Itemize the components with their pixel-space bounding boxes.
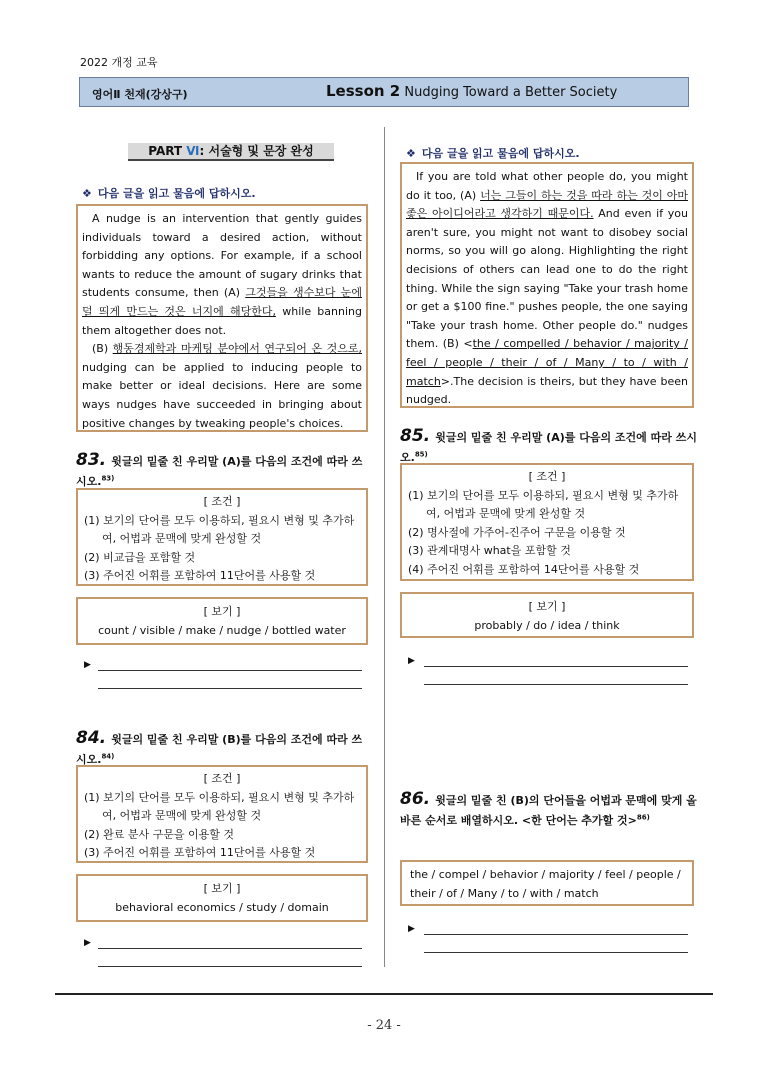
bogi-title: [ 보기 ] <box>528 600 566 613</box>
question-86 <box>400 790 698 829</box>
underlined-B: the / compelled / behavior / majority / feel / people / their / of / Many / to / with / match <box>406 337 688 388</box>
answer-line[interactable] <box>424 684 688 685</box>
question-text <box>76 733 362 766</box>
answer-line[interactable] <box>424 934 688 935</box>
passage-left <box>76 204 368 432</box>
footnote-ref: 85) <box>414 450 428 459</box>
passage-right <box>400 162 694 408</box>
question-83 <box>76 450 372 489</box>
bogi-words: the / compel / behavior / majority / feel / people / their / of / Many / to / with / match <box>410 868 681 900</box>
question-text <box>400 794 697 827</box>
question-85 <box>400 426 698 465</box>
condition-item: (2) 비교급을 포함할 것 <box>84 550 196 564</box>
question-number: 83. <box>76 450 107 470</box>
condition-item: (3) 주어진 어휘를 포함하여 11단어를 사용할 것 <box>84 846 316 859</box>
answer-line[interactable] <box>98 688 362 689</box>
bogi-box-86 <box>400 860 694 906</box>
passage-text: A nudge is an intervention that gently guides individuals toward a desired action, without forbidding any options. For example, if a school wants to reduce the amount of sugary drinks that students consume, then (A) <box>82 212 362 300</box>
bogi-box-83 <box>76 597 368 645</box>
condition-item: (2) 명사절에 가주어-진주어 구문을 이용할 것 <box>408 525 626 539</box>
bogi-title: [ 보기 ] <box>203 605 241 618</box>
instruction-text: 다음 글을 읽고 물음에 답하시오. <box>421 147 580 160</box>
underlined-B: 행동경제학과 마케팅 분야에서 연구되어 온 것으로, <box>112 342 362 356</box>
answer-arrow-icon: ▶ <box>408 656 415 666</box>
lesson-number: Lesson 2 <box>326 82 401 100</box>
bogi-words: probably / do / idea / think <box>474 619 620 632</box>
condition-item: (2) 완료 분사 구문을 이용할 것 <box>84 827 234 841</box>
question-text-body: 윗글의 밑줄 친 (B)의 단어들을 어법과 문맥에 맞게 올바른 순서로 배열하시오. <한 단어는 추가할 것> <box>400 794 697 827</box>
part-title <box>128 143 334 161</box>
question-text-body: 윗글의 밑줄 친 우리말 (B)를 다음의 조건에 따라 쓰시오. <box>76 733 363 766</box>
curriculum-label: 2022 개정 교육 <box>80 56 158 69</box>
bogi-title: [ 보기 ] <box>203 882 241 895</box>
footnote-ref: 83) <box>101 474 115 483</box>
question-text-body: 윗글의 밑줄 친 우리말 (A)를 다음의 조건에 따라 쓰시오. <box>400 431 697 464</box>
condition-item: (1) 보기의 단어를 모두 이용하되, 필요시 변형 및 추가하여, 어법과 문맥에 맞게 완성할 것 <box>84 513 355 545</box>
subject-label: 영어Ⅱ 천재(강상구) <box>92 88 188 101</box>
answer-arrow-icon: ▶ <box>408 924 415 934</box>
lesson-title <box>326 82 617 100</box>
diamond-icon: ❖ <box>82 187 92 200</box>
column-divider <box>384 127 385 967</box>
instruction-text: 다음 글을 읽고 물음에 답하시오. <box>97 187 256 200</box>
bogi-words: count / visible / make / nudge / bottled water <box>98 624 346 637</box>
question-text-body: 윗글의 밑줄 친 우리말 (A)를 다음의 조건에 따라 쓰시오. <box>76 455 363 488</box>
part-roman: Ⅵ <box>186 144 200 158</box>
footer-rule <box>55 993 713 995</box>
condition-box-84 <box>76 765 368 863</box>
lesson-name: Nudging Toward a Better Society <box>404 85 618 100</box>
answer-arrow-icon: ▶ <box>84 660 91 670</box>
bogi-words: behavioral economics / study / domain <box>115 901 329 914</box>
answer-line[interactable] <box>98 966 362 967</box>
answer-line[interactable] <box>98 670 362 671</box>
header-bar <box>79 77 689 107</box>
question-number: 85. <box>400 426 431 446</box>
condition-item: (1) 보기의 단어를 모두 이용하되, 필요시 변형 및 추가하여, 어법과 문맥에 맞게 완성할 것 <box>84 790 355 822</box>
question-84 <box>76 728 372 767</box>
underlined-A: 그것들을 생수보다 눈에 덜 띄게 만드는 것은 너지에 해당한다, <box>82 286 362 318</box>
question-text <box>400 431 697 464</box>
part-title-text: : 서술형 및 문장 완성 <box>199 144 314 158</box>
part-prefix: PART <box>148 144 187 158</box>
passage-text: If you are told what other people do, you might do it too, (A) <box>406 170 688 202</box>
answer-line[interactable] <box>424 666 688 667</box>
condition-title: [ 조건 ] <box>203 772 241 785</box>
condition-item: (3) 주어진 어휘를 포함하여 11단어를 사용할 것 <box>84 569 316 582</box>
diamond-icon: ❖ <box>406 147 416 160</box>
passage-text: nudging can be applied to inducing people to make better or ideal decisions. Here are some ways nudges have succeeded in bringing about positive changes by tweaking people's choices. <box>82 360 362 430</box>
condition-box-83 <box>76 488 368 586</box>
condition-title: [ 조건 ] <box>528 470 566 483</box>
passage-text: (B) <box>92 342 113 356</box>
answer-arrow-icon: ▶ <box>84 938 91 948</box>
condition-item: (3) 관계대명사 what을 포함할 것 <box>408 544 571 557</box>
condition-item: (1) 보기의 단어를 모두 이용하되, 필요시 변형 및 추가하여, 어법과 문맥에 맞게 완성할 것 <box>408 488 679 520</box>
passage-text: while banning them altogether does not. <box>82 304 362 337</box>
condition-title: [ 조건 ] <box>203 495 241 508</box>
instruction-right <box>406 145 580 161</box>
bogi-box-84 <box>76 874 368 922</box>
question-number: 86. <box>400 789 431 809</box>
condition-box-85 <box>400 463 694 581</box>
bogi-box-85 <box>400 592 694 638</box>
passage-text: >.The decision is theirs, but they have been nudged. <box>406 374 688 407</box>
answer-line[interactable] <box>424 952 688 953</box>
page-number: - 24 - <box>367 1018 401 1033</box>
footnote-ref: 84) <box>101 752 115 761</box>
condition-item: (4) 주어진 어휘를 포함하여 14단어를 사용할 것 <box>408 562 640 576</box>
question-text <box>76 455 362 488</box>
question-number: 84. <box>76 728 107 748</box>
passage-text: And even if you aren't sure, you might not want to disobey social norms, so you will go along. Highlighting the right decisions of others can lead one to do the right thing. While the sign saying "Take your trash home or get a $100 fine." pushes people, the one saying "Take your trash home. Other people do." nudges them. (B) < <box>406 207 688 351</box>
instruction-left <box>82 185 256 201</box>
underlined-A: 너는 그들이 하는 것을 따라 하는 것이 아마 좋은 아이디어라고 생각하기 때문이다. <box>406 188 688 221</box>
footnote-ref: 86) <box>636 813 650 821</box>
answer-line[interactable] <box>98 948 362 949</box>
